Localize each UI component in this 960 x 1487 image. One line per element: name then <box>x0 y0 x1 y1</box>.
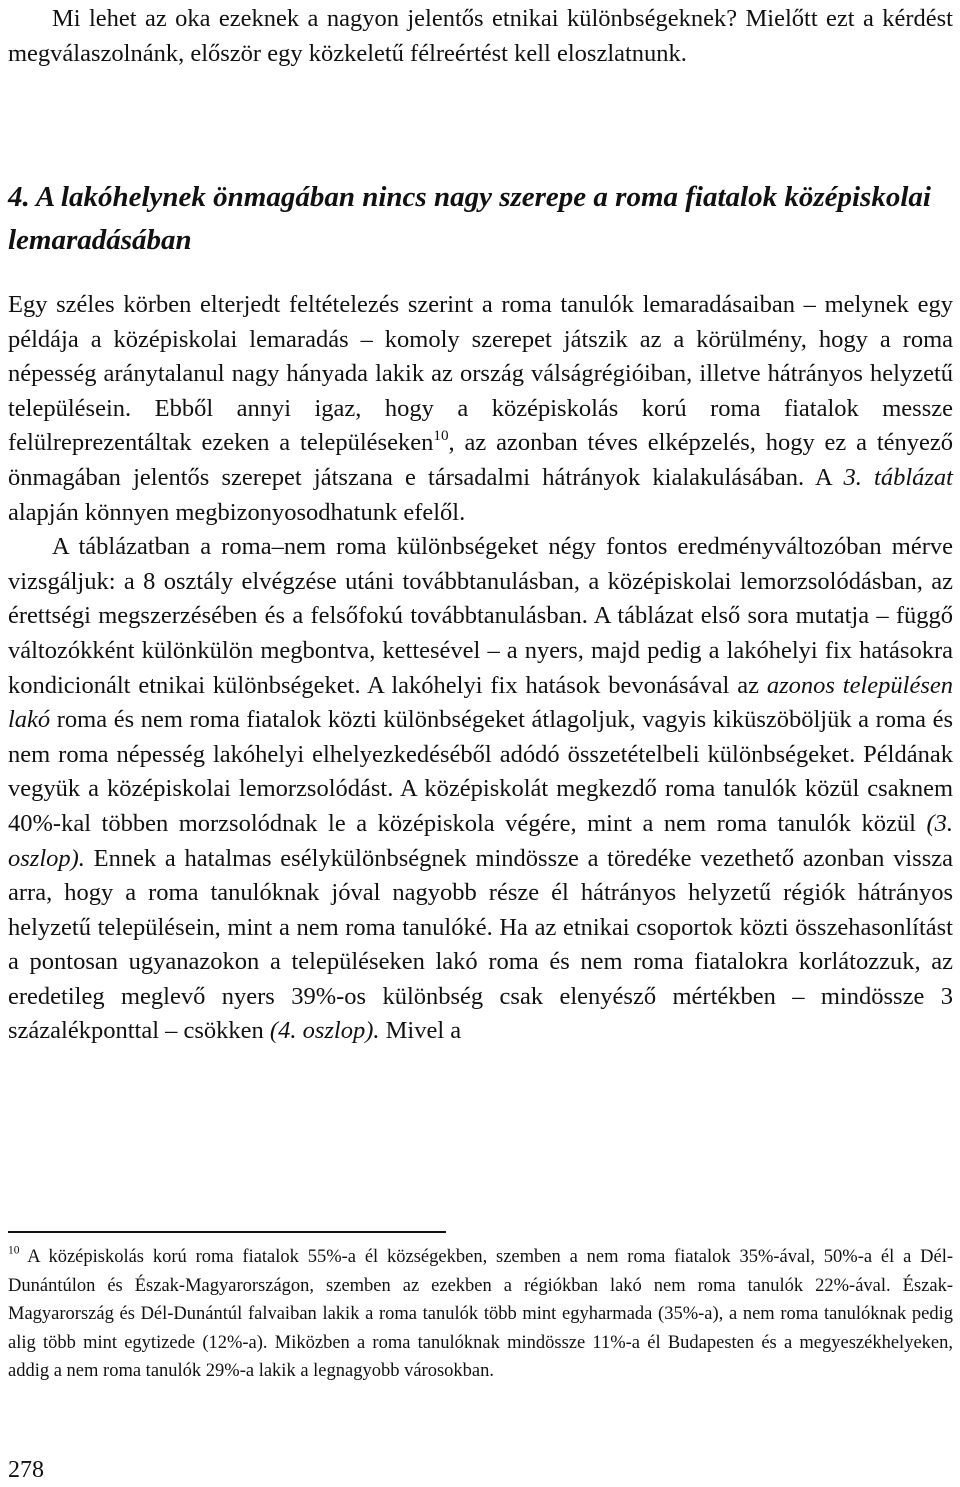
footnote-divider <box>8 1231 446 1233</box>
column-reference-3: (3. oszlop). <box>8 809 953 872</box>
paragraph-1-text-b: , az azonban téves elképzelés, hogy ez a tényező önmagában jelentős szerepet játszana e társadalmi hátrányok kialakulásában. A <box>8 429 953 491</box>
page-number: 278 <box>8 1457 44 1483</box>
paragraph-2-text-a: A táblázatban a roma–nem roma különbségeket négy fontos eredményváltozóban mérve vizsgáljuk: a 8 osztály elvégzése utáni továbbtanulásban, a középiskolai lemorzsolódásban, az érettségi megszerzésében és a felsőfokú továbbtanulásban. A táblázat első sora mutatja – függő változókként különkülön megbontva, kettesével – a nyers, majd pedig a lakóhelyi fix hatásokra kondicionált etnikai különbségeket. A lakóhelyi fix hatások bevonásával az <box>8 533 953 699</box>
paragraph-2-text-d: Mivel a <box>379 1017 462 1045</box>
column-reference-4: (4. oszlop). <box>269 1017 380 1045</box>
paragraph-2 <box>8 530 953 1049</box>
emphasis-text: azonos településen lakó <box>8 671 954 734</box>
body-text <box>8 288 953 1049</box>
paragraph-1-text-c: alapján könnyen megbizonyosodhatunk efelől. <box>8 498 466 526</box>
paragraph-2-text-b: roma és nem roma fiatalok közti különbségeket átlagoljuk, vagyis kiküszöböljük a roma és nem roma népesség lakóhelyi elhelyezkedéséből adódó összetételbeli különbségeket. Példának vegyük a középiskolai lemorzsolódást. A középiskolát megkezdő roma tanulók közül csaknem 40%-kal többen morzsolódnak le a középiskola végére, mint a nem roma tanulók közül <box>8 706 953 837</box>
paragraph-1-text-a: Egy széles körben elterjedt feltételezés szerint a roma tanulók lemaradásaiban – melynek egy példája a középiskolai lemaradás – komoly szerepet játszik az a körülmény, hogy a roma népesség aránytalanul nagy hányada lakik az ország válságrégióiban, illetve hátrányos helyzetű településein. Ebből annyi igaz, hogy a középiskolás korú roma fiatalok messze felülreprezentáltak ezeken a településeken <box>8 291 953 457</box>
paragraph-2-text-c: Ennek a hatalmas esélykülönbségnek mindössze a töredéke vezethető azonban vissza arra, hogy a roma tanulóknak jóval nagyobb része él hátrányos helyzetű régiók hátrányos helyzetű településein, mint a nem roma tanulóké. Ha az etnikai csoportok közti összehasonlítást a pontosan ugyanazokon a településeken lakó roma és nem roma fiatalokra korlátozzuk, az eredetileg meglevő nyers 39%-os különbség csak elenyésző mértékben – mindössze 3 százalékponttal – csökken <box>8 844 953 1045</box>
footnote-text: A középiskolás korú roma fiatalok 55%-a él községekben, szemben a nem roma fiatalok 35%-ával, 50%-a él a Dél-Dunántúlon és Észak-Magyarországon, szemben az ezekben a régiókban lakó nem roma tanulók 22%-ával. Észak-Magyarország és Dél-Dunántúl falvaiban lakik a roma tanulók több mint egyharmada (35%-a), a nem roma tanulóknak pedig alig több mint egytizede (12%-a). Miközben a roma tanulóknak mindössze 11%-a él Budapesten és a megyeszékhelyeken, addig a nem roma tanulók 29%-a lakik a legnagyobb városokban. <box>8 1247 953 1382</box>
footnote <box>8 1243 953 1386</box>
footnote-reference[interactable]: 10 <box>433 427 449 445</box>
paragraph-1 <box>8 288 953 530</box>
footnote-number: 10 <box>8 1244 20 1257</box>
table-reference: 3. táblázat <box>843 463 953 491</box>
intro-paragraph: Mi lehet az oka ezeknek a nagyon jelentős etnikai különbségeknek? Mielőtt ezt a kérdést megválaszolnánk, először egy közkeletű félreértést kell eloszlatnunk. <box>8 5 953 67</box>
intro-paragraph-block <box>8 2 953 71</box>
section-heading: 4. A lakóhelynek önmagában nincs nagy szerepe a roma fiatalok középiskolai lemaradásában <box>8 181 931 256</box>
